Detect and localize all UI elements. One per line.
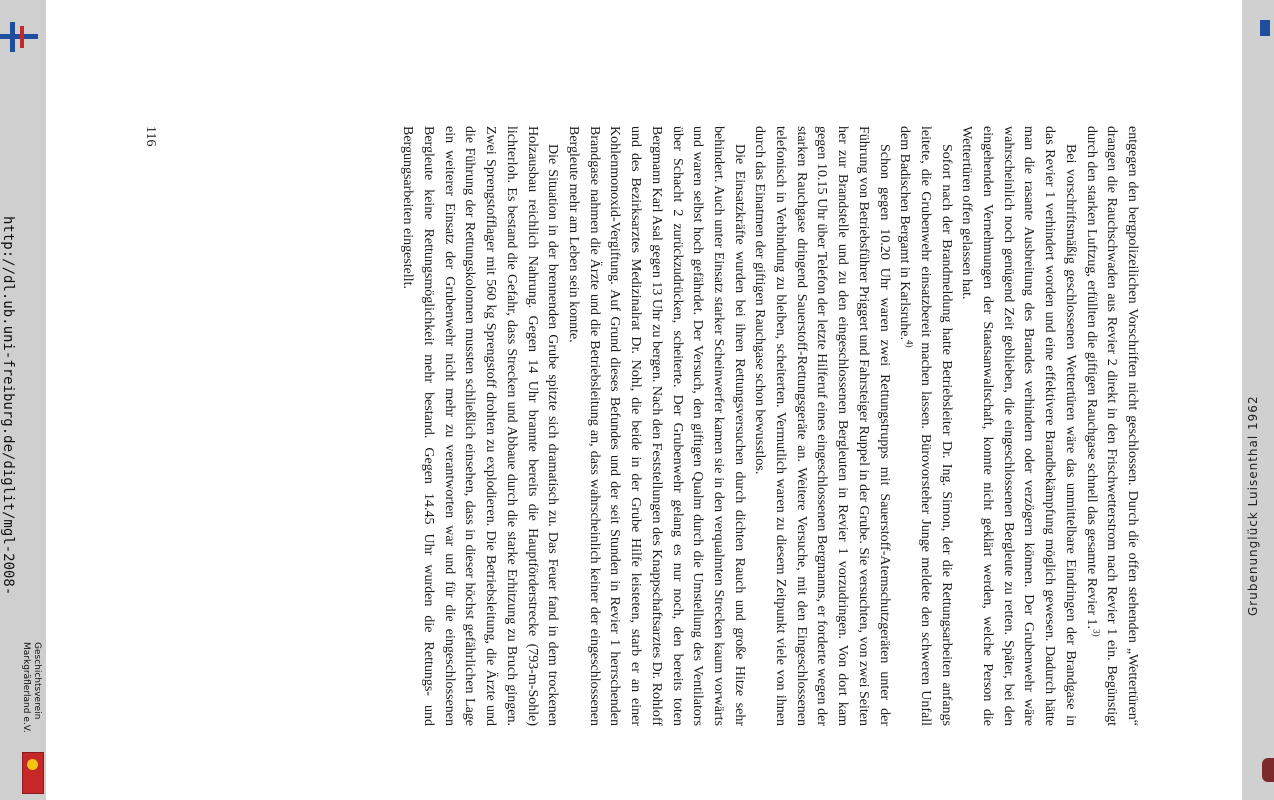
permalink-url[interactable]: http://dl.ub.uni-freiburg.de/diglit/mgl-2008- <box>0 216 16 596</box>
crest-edge-icon <box>1262 758 1274 782</box>
paragraph-4: Schon gegen 10.20 Uhr waren zwei Rettungstrupps mit Sauerstoff-Atemschutzgeräten unter der Führung von Betriebsführer Priggert und Fahrsteiger Ruppel in der Grube. Sie versuchten, von zwei Seiten her zur Brandstelle und zu den eingeschlossenen Bergleuten in Revier 1 vorzudringen. Von dort kam gegen 10.15 Uhr über Telefon der letzte Hilferuf eines eingeschlossenen Bergmanns, er forderte wegen der starken Rauchgase dringend Sauerstoff-Rettungsgeräte an. Weitere Versuche, mit den Eingeschlossenen telefonisch in Verbindung zu bleiben, scheiterten. Vermutlich waren zu diesem Zeitpunkt viele von ihnen durch das Einatmen der giftigen Rauchgase schon bewusstlos. <box>752 126 892 726</box>
paragraph-6: Die Situation in der brennenden Grube spitzte sich dramatisch zu. Das Feuer fand in dem trockenen Holzausbau reichlich Nahrung. Gegen 14 Uhr brannte bereits die Hauptförderstrecke (793-m-Sohle) lichterloh. Es bestand die Gefahr, dass Strecken und Abbaue durch die starke Erhitzung zu Bruch gingen. Zwei Sprengstofflager mit 560 kg Sprengstoff drohten zu explodieren. Die Betriebsleitung, die Ärzte und die Führung der Rettungskolonnen mussten schließlich einsehen, dass in dieser höchst gefährlichen Lage ein weiterer Einsatz der Grubenwehr nicht mehr zu verantworten war und für die eingeschlossenen Bergleute keine Rettungsmöglichkeit mehr bestand. Gegen 14.45 Uhr wurden die Rettungs- und Bergungsarbeiten eingestellt. <box>400 126 561 726</box>
page-body-text <box>397 126 1142 726</box>
paragraph-2: Bei vorschriftsmäßig geschlossenen Wettertüren wäre das unmittelbare Eindringen der Brandgase in das Revier 1 verhindert worden und eine effektivere Brandbekämpfung möglich gewesen. Dadurch hätte man die rasante Ausbreitung des Brandes verhindern oder verzögern können. Der Grubenwehr wäre wahrscheinlich noch genügend Zeit geblieben, die eingeschlossenen Bergleute zu retten. Später, bei den eingehenden Vernehmungen der Staatsanwaltschaft, konnte nicht geklärt werden, welche Person die Wettertüren offen gelassen hat. <box>959 126 1078 726</box>
citation-footer <box>0 216 17 636</box>
paragraph-5: Die Einsatzkräfte wurden bei ihren Rettungsversuchen durch dichten Rauch und große Hitze sehr behindert. Auch unter Einsatz starker Scheinwerfer kamen sie in den verqualmten Strecken kaum vorwärts und waren selbst hoch gefährdet. Der Versuch, den giftigen Qualm durch die Umstellung des Ventilators über Schacht 2 zurückzudrücken, scheiterte. Der Grubenwehr gelang es nur noch, den bereits toten Bergmann Karl Asal gegen 13 Uhr zu bergen. Nach den Feststellungen des Knappschaftsarztes Dr. Rohloff und des Bezirksarztes Medizinalrat Dr. Nohl, die beide in der Grube Hilfe leisteten, starb er an einer Kohlenmonoxid-Vergiftung. Auf Grund dieses Befundes und der seit Stunden in Revier 1 herrschenden Brandgase nahmen die Ärzte und die Betriebsleitung an, dass wahrscheinlich keiner der eingeschlossenen Bergleute mehr am Leben sein konnte. <box>566 126 747 726</box>
page-number: 116 <box>143 126 158 147</box>
paragraph-1: entgegen den bergpolizeilichen Vorschriften nicht geschlossen. Durch die offen stehenden „Wettertüren“ drangen die Rauchschwaden aus Revier 2 direkt in den Frischwetterstrom nach Revier 1 ein. Begünstigt durch den starken Luftzug, erfüllten die giftigen Rauchgase schnell das gesamte Revier 1.$^{3)}$ <box>1083 126 1140 726</box>
society-crest-icon <box>22 752 44 794</box>
running-header: Grubenunglück Luisenthal 1962 <box>1246 395 1260 616</box>
next-page-marker-icon[interactable] <box>1260 20 1270 36</box>
university-logo-icon <box>0 20 40 56</box>
paragraph-3: Sofort nach der Brandmeldung hatte Betriebsleiter Dr. Ing. Simon, der die Rettungsarbeiten anfangs leitete, die Grubenwehr einsatzbereit machen lassen. Bürovorsteher Junge meldete den schweren Unfall dem Badischen Bergamt in Karlsruhe.$^{4)}$ <box>897 126 954 726</box>
society-label: Geschichtsverein Markgräflerland e.V. <box>21 642 42 733</box>
